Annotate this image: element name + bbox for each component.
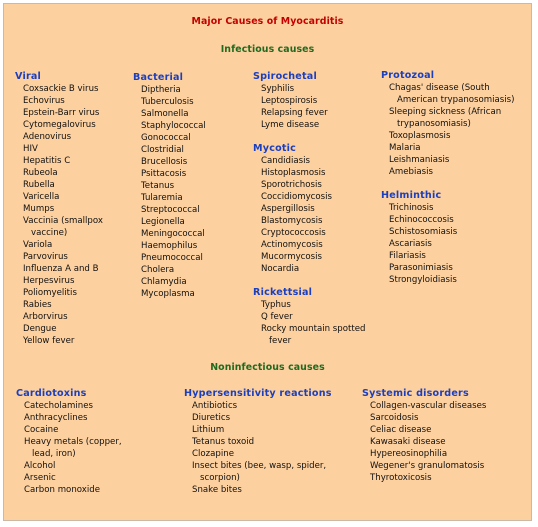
- list-item: Carbon monoxide: [24, 485, 100, 495]
- causes-panel: [3, 3, 532, 521]
- rickettsial-heading: Rickettsial: [253, 287, 313, 298]
- list-item: Filariasis: [389, 251, 426, 261]
- cardiotoxins-list: [16, 400, 141, 496]
- list-item: Candidiasis: [261, 156, 311, 166]
- list-item: Arsenic: [24, 473, 56, 483]
- list-item: Lyme disease: [261, 120, 320, 130]
- list-item: Alcohol: [24, 461, 56, 471]
- list-item: Cytomegalovirus: [23, 120, 96, 130]
- viral-heading: Viral: [15, 71, 42, 82]
- list-item: Diuretics: [192, 413, 231, 423]
- list-item: Herpesvirus: [23, 276, 75, 286]
- list-item: Echinococcosis: [389, 215, 454, 225]
- list-item: Antibiotics: [192, 401, 238, 411]
- cardiotoxins-column: [16, 388, 141, 496]
- list-item: Hypereosinophilia: [370, 449, 448, 459]
- list-item: Tetanus: [141, 181, 175, 191]
- list-item: Dengue: [23, 324, 57, 334]
- protozoal-heading: Protozoal: [381, 70, 435, 81]
- list-item: Aspergillosis: [261, 204, 315, 214]
- list-item: Sarcoidosis: [370, 413, 419, 423]
- list-item: Amebiasis: [389, 167, 433, 177]
- list-item: Lithium: [192, 425, 225, 435]
- mycotic-column: [253, 143, 378, 275]
- list-item: Legionella: [141, 217, 185, 227]
- helminthic-column: [381, 190, 529, 286]
- list-item: Haemophilus: [141, 241, 198, 251]
- hypersensitivity-heading: Hypersensitivity reactions: [184, 388, 332, 399]
- list-item: Tularemia: [141, 193, 183, 203]
- list-item: Cryptococcosis: [261, 228, 326, 238]
- list-item: Diptheria: [141, 85, 181, 95]
- list-item: Salmonella: [141, 109, 189, 119]
- list-item: Catecholamines: [24, 401, 93, 411]
- cardiotoxins-heading: Cardiotoxins: [16, 388, 87, 399]
- list-item: Rubella: [23, 180, 55, 190]
- list-item: Yellow fever: [23, 336, 75, 346]
- list-item: Mumps: [23, 204, 55, 214]
- list-item: Histoplasmosis: [261, 168, 326, 178]
- protozoal-list: [381, 82, 529, 178]
- list-item: Mycoplasma: [141, 289, 195, 299]
- spirochetal-heading: Spirochetal: [253, 71, 317, 82]
- systemic-heading: Systemic disorders: [362, 388, 469, 399]
- list-item: Snake bites: [192, 485, 242, 495]
- rickettsial-column: [253, 287, 378, 347]
- list-item: Ascariasis: [389, 239, 432, 249]
- helminthic-heading: Helminthic: [381, 190, 442, 201]
- list-item: Variola: [23, 240, 53, 250]
- list-item: Relapsing fever: [261, 108, 328, 118]
- list-item: Tetanus toxoid: [192, 437, 255, 447]
- hypersensitivity-list: [184, 400, 354, 496]
- list-item: Influenza A and B: [23, 264, 99, 274]
- list-item: Rocky mountain spotted fever: [261, 324, 366, 346]
- list-item: Blastomycosis: [261, 216, 323, 226]
- list-item: Rubeola: [23, 168, 58, 178]
- list-item: Streptococcal: [141, 205, 200, 215]
- viral-column: [15, 71, 130, 347]
- list-item: Trichinosis: [389, 203, 434, 213]
- list-item: Gonococcal: [141, 133, 191, 143]
- list-item: Kawasaki disease: [370, 437, 446, 447]
- list-item: Malaria: [389, 143, 421, 153]
- list-item: Q fever: [261, 312, 293, 322]
- list-item: Schistosomiasis: [389, 227, 458, 237]
- list-item: Meningococcal: [141, 229, 205, 239]
- hypersensitivity-column: [184, 388, 354, 496]
- list-item: Hepatitis C: [23, 156, 71, 166]
- list-item: Psittacosis: [141, 169, 187, 179]
- list-item: Rabies: [23, 300, 52, 310]
- list-item: Tuberculosis: [141, 97, 194, 107]
- list-item: Mucormycosis: [261, 252, 323, 262]
- list-item: Syphilis: [261, 84, 295, 94]
- list-item: Brucellosis: [141, 157, 188, 167]
- list-item: Typhus: [261, 300, 291, 310]
- list-item: Celiac disease: [370, 425, 432, 435]
- list-item: Varicella: [23, 192, 60, 202]
- helminthic-list: [381, 202, 529, 286]
- list-item: Anthracyclines: [24, 413, 88, 423]
- bacterial-column: [133, 72, 248, 300]
- viral-list: [15, 83, 130, 347]
- list-item: Parasonimiasis: [389, 263, 453, 273]
- systemic-list: [362, 400, 527, 484]
- list-item: Parvovirus: [23, 252, 68, 262]
- list-item: Actinomycosis: [261, 240, 323, 250]
- list-item: HIV: [23, 144, 38, 154]
- list-item: Sleeping sickness (African trypanosomiasis): [389, 107, 502, 129]
- bacterial-list: [133, 84, 248, 300]
- spirochetal-column: [253, 71, 378, 131]
- list-item: Vaccinia (smallpox vaccine): [23, 216, 103, 238]
- list-item: Echovirus: [23, 96, 65, 106]
- mycotic-list: [253, 155, 378, 275]
- systemic-column: [362, 388, 527, 484]
- infectious-heading: Infectious causes: [220, 44, 315, 55]
- list-item: Cocaine: [24, 425, 59, 435]
- list-item: Heavy metals (copper, lead, iron): [24, 437, 122, 459]
- list-item: Leptospirosis: [261, 96, 318, 106]
- list-item: Arborvirus: [23, 312, 68, 322]
- list-item: Coxsackie B virus: [23, 84, 99, 94]
- list-item: Sporotrichosis: [261, 180, 322, 190]
- list-item: Chlamydia: [141, 277, 187, 287]
- rickettsial-list: [253, 299, 378, 347]
- mycotic-heading: Mycotic: [253, 143, 297, 154]
- noninfectious-heading: Noninfectious causes: [210, 362, 325, 373]
- page-title: Major Causes of Myocarditis: [191, 16, 344, 27]
- list-item: Coccidiomycosis: [261, 192, 332, 202]
- list-item: Nocardia: [261, 264, 300, 274]
- list-item: Strongyloidiasis: [389, 275, 457, 285]
- list-item: Cholera: [141, 265, 175, 275]
- list-item: Clostridial: [141, 145, 184, 155]
- list-item: Chagas' disease (South American trypanosomiasis): [389, 83, 515, 105]
- list-item: Toxoplasmosis: [389, 131, 451, 141]
- protozoal-column: [381, 70, 529, 178]
- list-item: Epstein-Barr virus: [23, 108, 100, 118]
- list-item: Insect bites (bee, wasp, spider, scorpion): [192, 461, 327, 483]
- list-item: Staphylococcal: [141, 121, 206, 131]
- list-item: Pneumococcal: [141, 253, 203, 263]
- list-item: Clozapine: [192, 449, 234, 459]
- list-item: Wegener's granulomatosis: [370, 461, 485, 471]
- list-item: Collagen-vascular diseases: [370, 401, 487, 411]
- spirochetal-list: [253, 83, 378, 131]
- list-item: Poliomyelitis: [23, 288, 77, 298]
- list-item: Leishmaniasis: [389, 155, 450, 165]
- bacterial-heading: Bacterial: [133, 72, 184, 83]
- list-item: Thyrotoxicosis: [370, 473, 432, 483]
- list-item: Adenovirus: [23, 132, 72, 142]
